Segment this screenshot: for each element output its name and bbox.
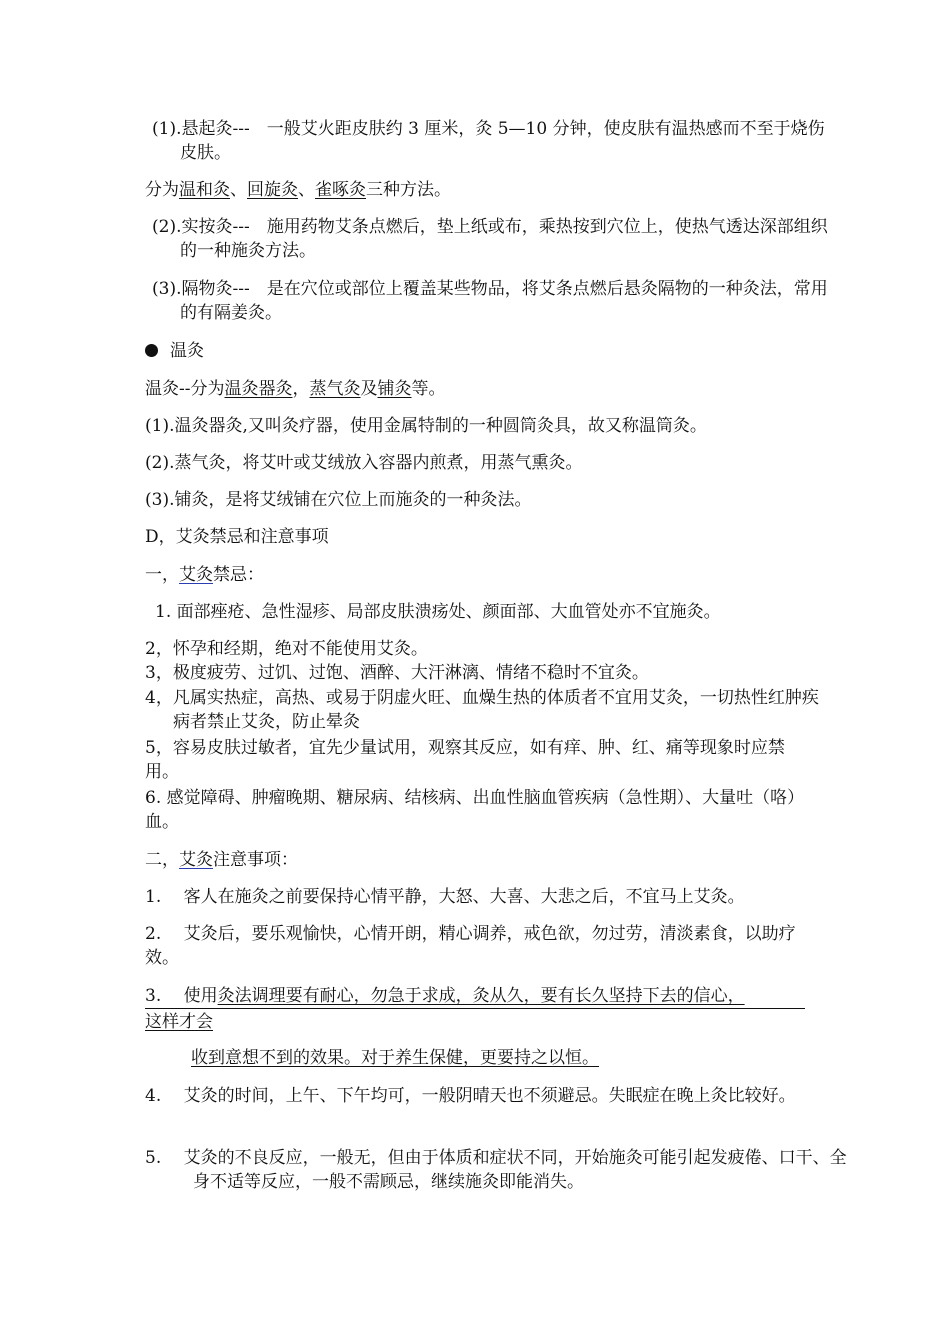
contraindication-2: 2，怀孕和经期，绝对不能使用艾灸。: [145, 639, 428, 659]
precaution-3-line-1: 3. 使用灸法调理要有耐心，勿急于求成，灸从久，要有长久坚持下去的信心，: [145, 986, 745, 1006]
contraindication-5: 5，容易皮肤过敏者，宜先少量试用，观察其反应，如有痒、肿、红、痛等现象时应禁用。: [145, 738, 785, 782]
precaution-5: 5. 艾灸的不良反应，一般无，但由于体质和症状不同，开始施灸可能引起发疲倦、口干、全身不适等反应，一般不需顾忌，继续施灸即能消失。: [145, 1148, 847, 1192]
categories-line: 分为温和灸、回旋灸、雀啄灸三种方法。: [145, 180, 451, 200]
warm-item-2: (2).蒸气灸，将艾叶或艾绒放入容器内煎煮，用蒸气熏灸。: [145, 453, 583, 473]
warm-item-1: (1).温灸器灸,又叫灸疗器，使用金属特制的一种圆筒灸具，故又称温筒灸。: [145, 416, 707, 436]
suspension-moxibustion-item: (1).悬起灸--- 一般艾火距皮肤约 3 厘米，灸 5—10 分钟，使皮肤有温热感而不至于烧伤皮肤。: [152, 119, 825, 163]
bullet-icon: [145, 344, 158, 357]
press-moxibustion-item: (2).实按灸--- 施用药物艾条点燃后，垫上纸或布，乘热按到穴位上，使热气透达深部组织的一种施灸方法。: [152, 217, 828, 261]
contraindications-heading: 一，艾灸禁忌：: [145, 565, 264, 585]
precaution-1: 1. 客人在施灸之前要保持心情平静，大怒、大喜、大悲之后，不宜马上艾灸。: [145, 887, 745, 907]
section-d-heading: D，艾灸禁忌和注意事项: [145, 527, 329, 547]
precautions-heading: 二，艾灸注意事项：: [145, 850, 298, 870]
precaution-4: 4. 艾灸的时间，上午、下午均可，一般阴晴天也不须避忌。失眠症在晚上灸比较好。: [145, 1086, 796, 1106]
precaution-3-line-3: 收到意想不到的效果。对于养生保健，更要持之以恒。: [191, 1048, 599, 1068]
contraindication-1: 1. 面部痤疮、急性湿疹、局部皮肤溃疡处、颜面部、大血管处亦不宜施灸。: [155, 602, 721, 622]
contraindication-4: 4，凡属实热症，高热、或易于阴虚火旺、血燥生热的体质者不宜用艾灸，一切热性红肿疾病者禁止艾灸，防止晕灸: [145, 688, 819, 732]
precaution-3-line-2: 这样才会: [145, 1012, 213, 1032]
warm-item-3: (3).铺灸，是将艾绒铺在穴位上而施灸的一种灸法。: [145, 490, 532, 510]
indirect-moxibustion-item: (3).隔物灸--- 是在穴位或部位上覆盖某些物品，将艾条点燃后悬灸隔物的一种灸法，常用的有隔姜灸。: [152, 279, 828, 323]
contraindication-6: 6. 感觉障碍、肿瘤晚期、糖尿病、结核病、出血性脑血管疾病（急性期）、大量吐（咯）血。: [145, 788, 805, 832]
warm-moxibustion-intro: 温灸--分为温灸器灸，蒸气灸及铺灸等。: [145, 379, 446, 399]
section-warm-moxibustion: 温灸: [145, 339, 805, 363]
contraindication-3: 3，极度疲劳、过饥、过饱、酒醉、大汗淋漓、情绪不稳时不宜灸。: [145, 663, 649, 683]
precaution-3-rule: [145, 1008, 805, 1009]
precaution-2: 2. 艾灸后，要乐观愉快，心情开朗，精心调养，戒色欲，勿过劳，清淡素食，以助疗效。: [145, 924, 796, 968]
